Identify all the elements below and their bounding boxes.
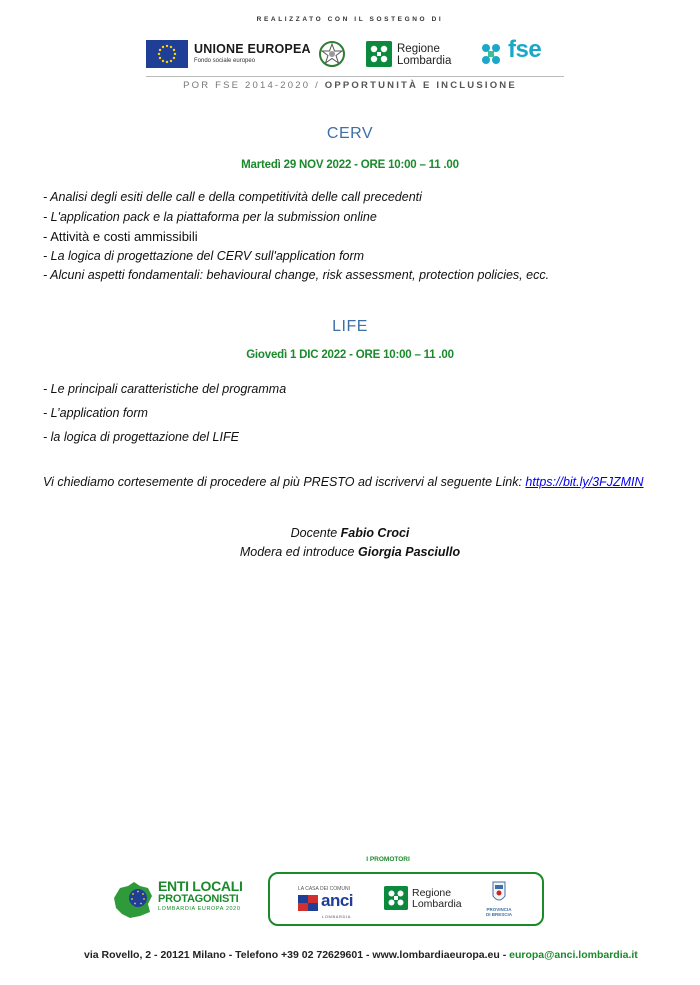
- list-item: - Attività e costi ammissibili: [43, 229, 198, 244]
- invite-text: Vi chiediamo cortesemente di procedere al più PRESTO ad iscrivervi al seguente Link:: [43, 475, 526, 489]
- enti-locali-subtitle: LOMBARDIA EUROPA 2020: [158, 906, 241, 912]
- moderator-name: Giorgia Pasciullo: [358, 545, 461, 559]
- header-divider: [146, 76, 564, 77]
- list-item: - L'application pack e la piattaforma per la submission online: [43, 209, 377, 224]
- anci-wordmark: anci: [321, 891, 354, 910]
- por-suffix: OPPORTUNITÀ E INCLUSIONE: [324, 80, 517, 91]
- footer-address: via Rovello, 2 - 20121 Milano - Telefono +39 02 72629601 - www.lombardiaeuropa.eu -: [84, 949, 510, 961]
- list-item: - Le principali caratteristiche del programma: [43, 382, 287, 396]
- list-item: - Alcuni aspetti fondamentali: behavioural change, risk assessment, protection policies, ecc.: [43, 268, 550, 282]
- province-line2: DI BRESCIA: [485, 912, 512, 917]
- regione-lombardia-footer-label: [412, 888, 462, 910]
- footer-contacts: [84, 949, 638, 961]
- province-line1: PROVINCIA: [486, 907, 512, 912]
- teacher-prefix: Docente: [290, 526, 341, 540]
- sponsor-line: REALIZZATO CON IL SOSTEGNO DI: [256, 16, 444, 23]
- region-line1: Regione: [412, 887, 452, 899]
- cerv-datetime: Martedì 29 NOV 2022 - ORE 10:00 – 11 .00: [241, 159, 459, 171]
- registration-invite: [43, 475, 644, 489]
- life-heading: LIFE: [332, 318, 368, 335]
- provincia-brescia-label: [484, 907, 514, 917]
- moderator-credit: [0, 545, 700, 559]
- region-line1: Regione: [397, 43, 440, 55]
- list-item: - la logica di progettazione del LIFE: [43, 430, 239, 444]
- region-line2: Lombardia: [397, 55, 452, 67]
- provincia-brescia-emblem-icon: [490, 880, 508, 906]
- anci-tagline: LA CASA DEI COMUNI: [298, 886, 350, 892]
- por-prefix: POR FSE 2014-2020 /: [183, 80, 325, 91]
- lombardia-map-icon: [110, 880, 154, 920]
- life-topics-list: [43, 377, 286, 449]
- teacher-name: Fabio Croci: [340, 526, 410, 540]
- enti-locali-title2: PROTAGONISTI: [158, 893, 239, 905]
- regione-lombardia-logo-icon: [366, 41, 392, 67]
- region-line2: Lombardia: [412, 898, 462, 910]
- italian-republic-emblem-icon: [318, 38, 346, 70]
- eu-flag-icon: [146, 40, 188, 68]
- footer-email[interactable]: europa@anci.lombardia.it: [509, 949, 638, 961]
- anci-subtitle: LOMBARDIA: [322, 914, 351, 919]
- eu-logo-title: UNIONE EUROPEA: [194, 42, 311, 56]
- regione-lombardia-label: [397, 43, 451, 67]
- cerv-heading: CERV: [326, 125, 374, 142]
- por-fse-line: [0, 80, 700, 91]
- fse-logo-icon: [477, 40, 505, 68]
- fse-logo-label: fse: [508, 36, 542, 63]
- cerv-topics-list: [43, 188, 549, 286]
- promoters-label: I PROMOTORI: [366, 856, 410, 863]
- life-datetime: Giovedì 1 DIC 2022 - ORE 10:00 – 11 .00: [246, 349, 454, 361]
- enti-locali-title: ENTI LOCALI: [158, 878, 243, 894]
- list-item: - L’application form: [43, 406, 148, 420]
- list-item: - Analisi degli esiti delle call e della competitività delle call precedenti: [43, 190, 422, 204]
- teacher-credit: [0, 526, 700, 540]
- eu-logo-subtitle: Fondo sociale europeo: [194, 58, 256, 64]
- moderator-prefix: Modera ed introduce: [239, 545, 358, 559]
- registration-link[interactable]: https://bit.ly/3FJZMIN: [525, 475, 644, 489]
- regione-lombardia-footer-icon: [384, 886, 408, 910]
- list-item: - La logica di progettazione del CERV sull'application form: [43, 248, 365, 263]
